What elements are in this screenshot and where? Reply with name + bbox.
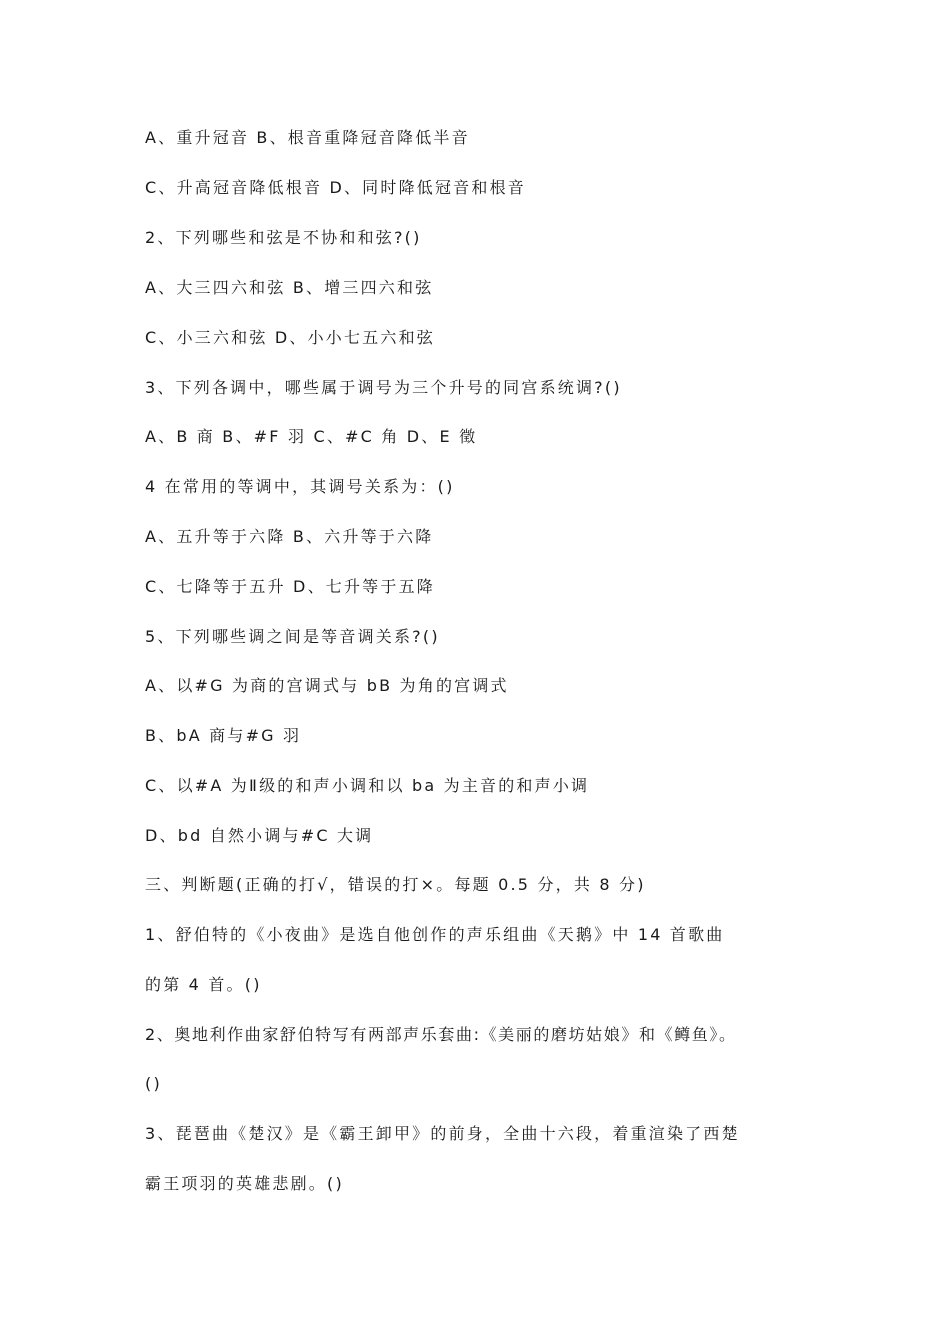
tf-question-2-line-1: 2、奥地利作曲家舒伯特写有两部声乐套曲:《美丽的磨坊姑娘》和《鳟鱼》。 (145, 1025, 737, 1044)
tf-question-1-line-2: 的第 4 首。() (145, 975, 262, 994)
option-line-q3: A、B 商 B、#F 羽 C、#C 角 D、E 徵 (145, 427, 478, 446)
option-line-q5-b: B、bA 商与#G 羽 (145, 726, 302, 745)
option-line-q2-ab: A、大三四六和弦 B、增三四六和弦 (145, 278, 434, 297)
option-line-q4-cd: C、七降等于五升 D、七升等于五降 (145, 577, 435, 596)
option-line-q5-c: C、以#A 为Ⅱ级的和声小调和以 ba 为主音的和声小调 (145, 776, 590, 795)
tf-question-3-line-1: 3、琵琶曲《楚汉》是《霸王卸甲》的前身，全曲十六段，着重渲染了西楚 (145, 1124, 740, 1143)
question-line-4: 4 在常用的等调中，其调号关系为：() (145, 477, 455, 496)
question-line-5: 5、下列哪些调之间是等音调关系?() (145, 627, 440, 646)
section-heading-true-false: 三、判断题(正确的打√，错误的打×。每题 0.5 分，共 8 分) (145, 875, 646, 894)
option-line-q5-a: A、以#G 为商的宫调式与 bB 为角的宫调式 (145, 676, 509, 695)
tf-question-2-line-2: () (145, 1074, 162, 1093)
tf-question-3-line-2: 霸王项羽的英雄悲剧。() (145, 1174, 344, 1193)
option-line-q1-cd: C、升高冠音降低根音 D、同时降低冠音和根音 (145, 178, 526, 197)
option-line-q2-cd: C、小三六和弦 D、小小七五六和弦 (145, 328, 435, 347)
option-line-q5-d: D、bd 自然小调与#C 大调 (145, 826, 374, 845)
option-line-q1-ab: A、重升冠音 B、根音重降冠音降低半音 (145, 128, 470, 147)
tf-question-1-line-1: 1、舒伯特的《小夜曲》是选自他创作的声乐组曲《天鹅》中 14 首歌曲 (145, 925, 725, 944)
question-line-3: 3、下列各调中，哪些属于调号为三个升号的同宫系统调?() (145, 378, 622, 397)
option-line-q4-ab: A、五升等于六降 B、六升等于六降 (145, 527, 434, 546)
question-line-2: 2、下列哪些和弦是不协和和弦?() (145, 228, 422, 247)
